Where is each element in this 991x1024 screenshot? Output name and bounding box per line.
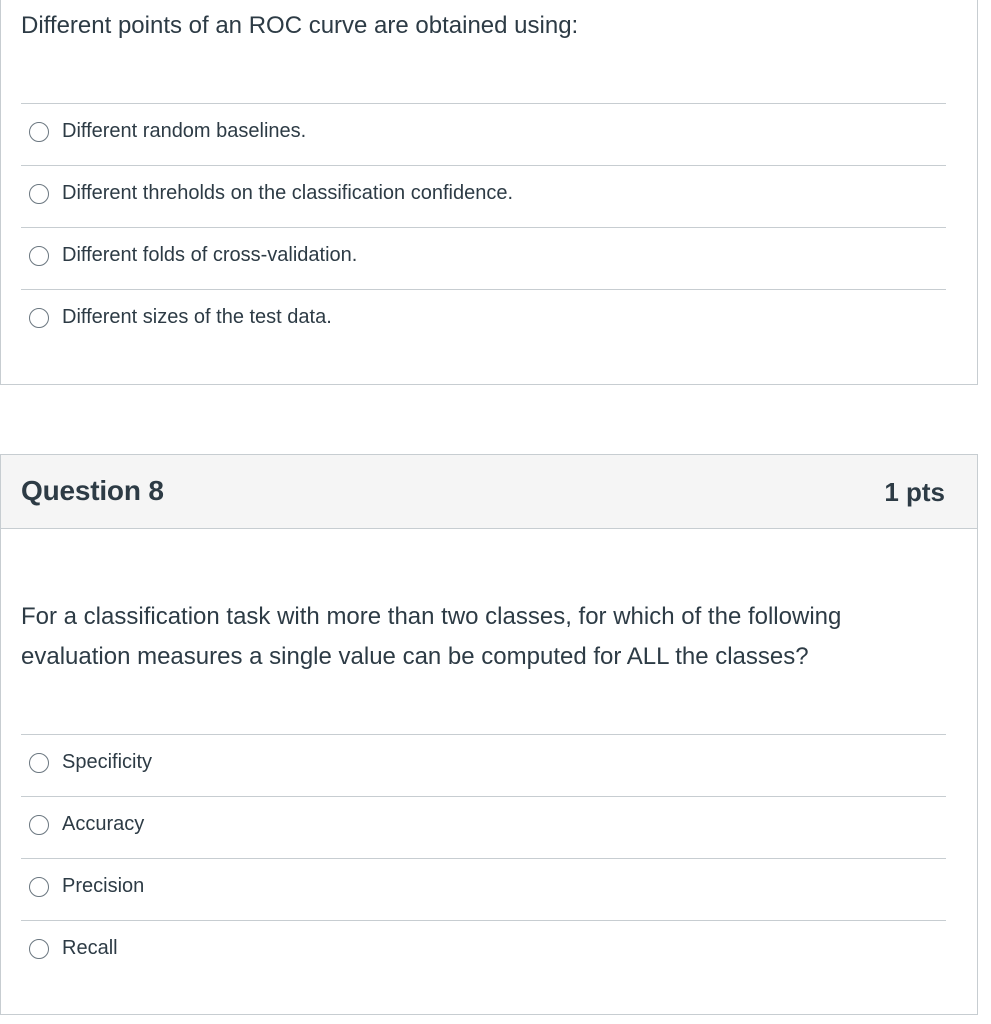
question-7-text: Different points of an ROC curve are obtained using:	[21, 12, 579, 39]
answer-option[interactable]	[21, 734, 946, 796]
answer-label[interactable]: Recall	[62, 937, 118, 959]
question-header	[1, 455, 977, 529]
question-7-answers	[21, 103, 946, 351]
answer-option[interactable]	[21, 227, 946, 289]
radio-button[interactable]	[29, 246, 49, 266]
answer-label[interactable]: Different sizes of the test data.	[62, 306, 332, 328]
answer-option[interactable]	[21, 920, 946, 982]
question-8-card	[0, 454, 978, 1015]
question-7-card	[0, 0, 978, 385]
answer-option[interactable]	[21, 858, 946, 920]
answer-label[interactable]: Specificity	[62, 751, 153, 773]
answer-label[interactable]: Accuracy	[62, 813, 145, 835]
answer-label[interactable]: Precision	[62, 875, 145, 897]
question-8-text: For a classification task with more than two classes, for which of the following evaluation measures a single value can be computed for ALL the classes?	[21, 603, 842, 670]
answer-option[interactable]	[21, 103, 946, 165]
radio-button[interactable]	[29, 308, 49, 328]
question-points: 1 pts	[884, 477, 945, 507]
radio-button[interactable]	[29, 753, 49, 773]
radio-button[interactable]	[29, 122, 49, 142]
radio-button[interactable]	[29, 815, 49, 835]
question-title: Question 8	[21, 475, 164, 506]
radio-button[interactable]	[29, 184, 49, 204]
answer-option[interactable]	[21, 165, 946, 227]
radio-button[interactable]	[29, 877, 49, 897]
radio-button[interactable]	[29, 939, 49, 959]
answer-option[interactable]	[21, 796, 946, 858]
answer-label[interactable]: Different random baselines.	[62, 120, 307, 142]
answer-option[interactable]	[21, 289, 946, 351]
answer-label[interactable]: Different folds of cross-validation.	[62, 244, 358, 266]
answer-label[interactable]: Different threholds on the classification confidence.	[62, 182, 514, 204]
question-8-answers	[21, 734, 946, 982]
